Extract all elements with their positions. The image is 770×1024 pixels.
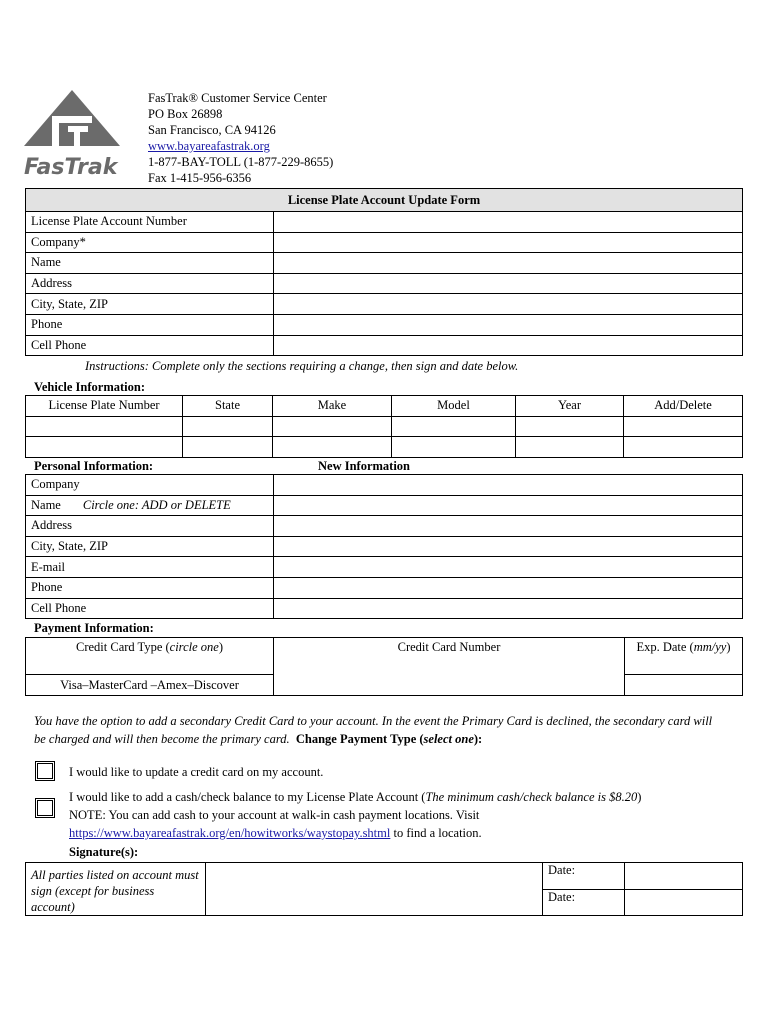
instructions-label: Instructions [85,359,145,373]
address-block [148,90,333,186]
exp-date-header: Exp. Date (mm/yy) [625,638,743,675]
date-label: Date: [543,889,625,916]
secondary-card-note [34,712,724,748]
exp-date-input[interactable] [625,675,743,696]
field-label: Phone [26,314,274,335]
account-table [25,188,743,356]
signature-input[interactable] [206,863,543,916]
field-label: License Plate Account Number [26,212,274,233]
date-input[interactable] [625,889,743,916]
field-label: Address [26,516,274,537]
model-cell[interactable] [392,437,516,458]
state-cell[interactable] [183,437,273,458]
signature-heading: Signature(s): [69,845,139,859]
year-cell[interactable] [516,416,624,437]
make-cell[interactable] [273,416,392,437]
field-label: City, State, ZIP [26,294,274,315]
col-header: License Plate Number [26,396,183,417]
make-cell[interactable] [273,437,392,458]
address-line: FasTrak® Customer Service Center [148,91,327,105]
new-email-input[interactable] [274,557,743,578]
fastrak-logo [22,88,134,180]
field-label: Address [26,273,274,294]
add-delete-cell[interactable] [624,416,743,437]
field-label: Company [26,475,274,496]
field-label: E-mail [26,557,274,578]
field-label [26,495,274,516]
option-update-card: I would like to update a credit card on my account. [69,765,324,779]
name-input[interactable] [274,253,743,274]
secondary-text: You have the option to add a secondary Credit Card to your account. In the event the Primary Card is declined, the secondary card will be charged and will then become the primary card. [34,714,713,746]
new-cell-input[interactable] [274,598,743,619]
payment-heading: Payment Information: [34,621,154,635]
field-label: Cell Phone [26,335,274,356]
model-cell[interactable] [392,416,516,437]
signature-label: All parties listed on account must sign (except for business account) [26,863,206,916]
new-company-input[interactable] [274,475,743,496]
ways-to-pay-link[interactable]: https://www.bayareafastrak.org/en/howitworks/waystopay.shtml [69,826,391,840]
address-input[interactable] [274,273,743,294]
card-types[interactable]: Visa–MasterCard –Amex–Discover [26,675,274,696]
date-input[interactable] [625,863,743,890]
field-label: Company* [26,232,274,253]
field-label: City, State, ZIP [26,536,274,557]
address-line: Fax 1-415-956-6356 [148,171,252,185]
add-cash-checkbox[interactable] [37,800,53,816]
year-cell[interactable] [516,437,624,458]
vehicle-heading: Vehicle Information: [34,380,145,394]
col-header: Add/Delete [624,396,743,417]
col-header: Make [273,396,392,417]
phone-input[interactable] [274,314,743,335]
address-line: 1-877-BAY-TOLL (1-877-229-8655) [148,155,334,169]
address-line: PO Box 26898 [148,107,223,121]
website-link[interactable]: www.bayareafastrak.org [148,139,270,153]
plate-cell[interactable] [26,437,183,458]
field-label: Cell Phone [26,598,274,619]
date-label: Date: [543,863,625,890]
cell-phone-input[interactable] [274,335,743,356]
add-delete-cell[interactable] [624,437,743,458]
plate-cell[interactable] [26,416,183,437]
card-type-header: Credit Card Type (circle one) [26,638,274,675]
payment-table [25,637,743,696]
personal-heading: Personal Information: [34,459,154,473]
personal-table [25,474,743,619]
vehicle-table [25,395,743,458]
card-number-header: Credit Card Number [397,640,501,654]
field-label: Name [26,253,274,274]
cash-note: NOTE: You can add cash to your account at walk-in cash payment locations. Visit [69,808,480,822]
company-input[interactable] [274,232,743,253]
instructions [85,359,518,374]
col-header: Year [516,396,624,417]
state-cell[interactable] [183,416,273,437]
new-name-input[interactable] [274,495,743,516]
instructions-text: : Complete only the sections requiring a change, then sign and date below. [144,359,519,373]
new-phone-input[interactable] [274,577,743,598]
field-label: Phone [26,577,274,598]
card-number-cell[interactable] [274,638,625,696]
account-number-input[interactable] [274,212,743,233]
new-address-input[interactable] [274,516,743,537]
change-payment-label: Change Payment Type (select one): [295,732,483,746]
col-header: Model [392,396,516,417]
form-title: License Plate Account Update Form [26,189,743,212]
new-city-input[interactable] [274,536,743,557]
circle-note: Circle one: ADD or DELETE [82,497,231,512]
logo-wordmark: FasTrak [24,155,118,180]
update-card-checkbox[interactable] [37,763,53,779]
signature-table [25,862,743,916]
col-header: State [183,396,273,417]
option-add-cash: I would like to add a cash/check balance to my License Plate Account (The minimum cash/check balance is $8.20) [69,790,642,804]
city-state-zip-input[interactable] [274,294,743,315]
location-line: https://www.bayareafastrak.org/en/howitworks/waystopay.shtml to find a location. [69,826,482,840]
new-info-heading: New Information [318,459,411,473]
address-line: San Francisco, CA 94126 [148,123,276,137]
name-label: Name [31,497,61,512]
